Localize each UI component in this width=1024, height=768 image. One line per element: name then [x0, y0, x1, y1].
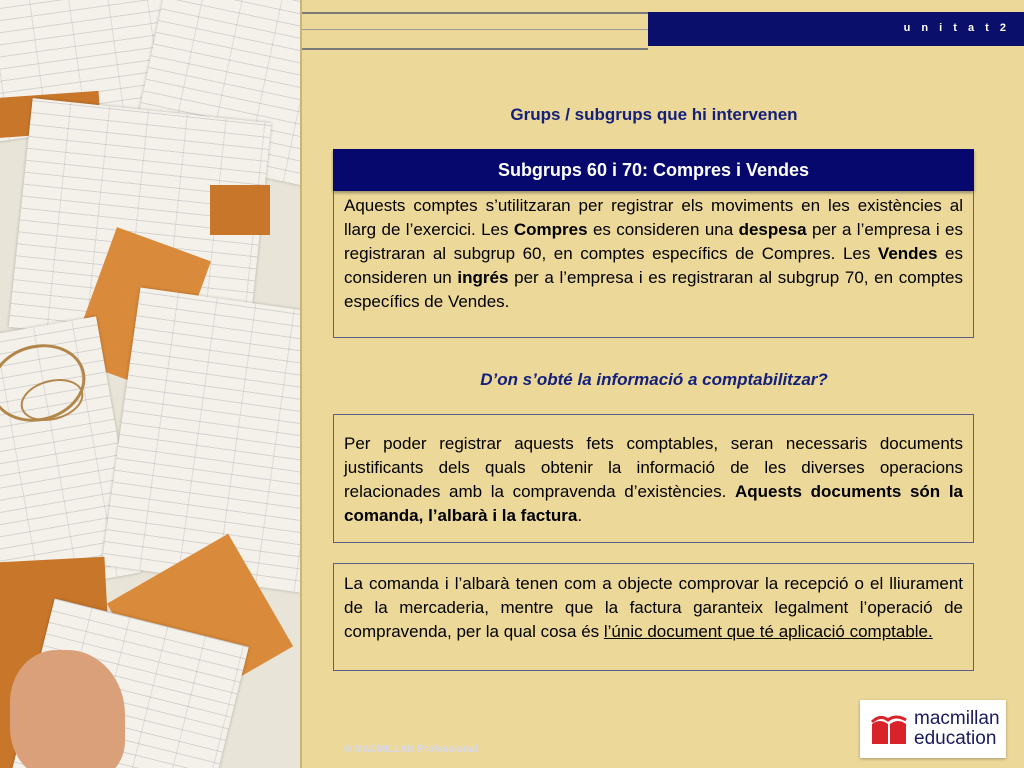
box1-bold-despesa: despesa [738, 220, 807, 239]
box1-text: per a l’empresa i es registraran al subgrup 60, en comptes específics de Compres. Les [344, 220, 963, 263]
decorative-photo [0, 0, 302, 768]
photo-divider [300, 0, 302, 768]
unit-label: u n i t a t 2 [903, 22, 1010, 34]
section-heading-groups: Grups / subgrups que hi intervenen [510, 105, 798, 124]
box1-text: es consideren un [344, 244, 963, 287]
subgroups-description-box [333, 191, 974, 338]
section-heading-information: D’on s’obté la informació a comptabilitzar? [480, 370, 828, 389]
logo-line1: macmillan [914, 708, 1000, 729]
box1-text: es consideren una [587, 220, 739, 239]
box1-bold-vendes: Vendes [877, 244, 938, 263]
box1-text: per a l’empresa i es registraran al subgrup 70, en comptes específics de Vendes. [344, 268, 963, 311]
accounting-document-box [333, 563, 974, 671]
box1-bold-compres: Compres [513, 220, 588, 239]
box2-text: Per poder registrar aquests fets comptables, seran necessaris documents justificants dels quals obtenir la informació de les diverses operacions relacionades amb la compravenda d’existències. [344, 434, 963, 501]
box2-text: . [577, 506, 583, 525]
logo-line2: education [914, 728, 997, 749]
box2-bold-documents: Aquests documents són la comanda, l’albarà i la factura [344, 482, 963, 525]
macmillan-education-logo [860, 700, 1006, 758]
box1-text: Aquests comptes s’utilitzaran per registrar els moviments en les existències al llarg de l’exercici. Les [344, 196, 963, 239]
documents-box [333, 414, 974, 543]
header-lines [302, 12, 648, 50]
copyright-text: © MACMILLAN Professional [344, 744, 478, 755]
box1-bold-ingres: ingrés [457, 268, 509, 287]
box3-underlined-text: l’únic document que té aplicació comptable. [603, 622, 933, 641]
macmillan-logo-icon [870, 712, 908, 746]
unit-bar [648, 12, 1024, 46]
box3-text: La comanda i l’albarà tenen com a objecte comprovar la recepció o el lliurament de la mercaderia, mentre que la factura garanteix legalment l’operació de compravenda, per la qual cosa és [344, 574, 963, 641]
subgroups-title-bar: Subgrups 60 i 70: Compres i Vendes [333, 149, 974, 191]
